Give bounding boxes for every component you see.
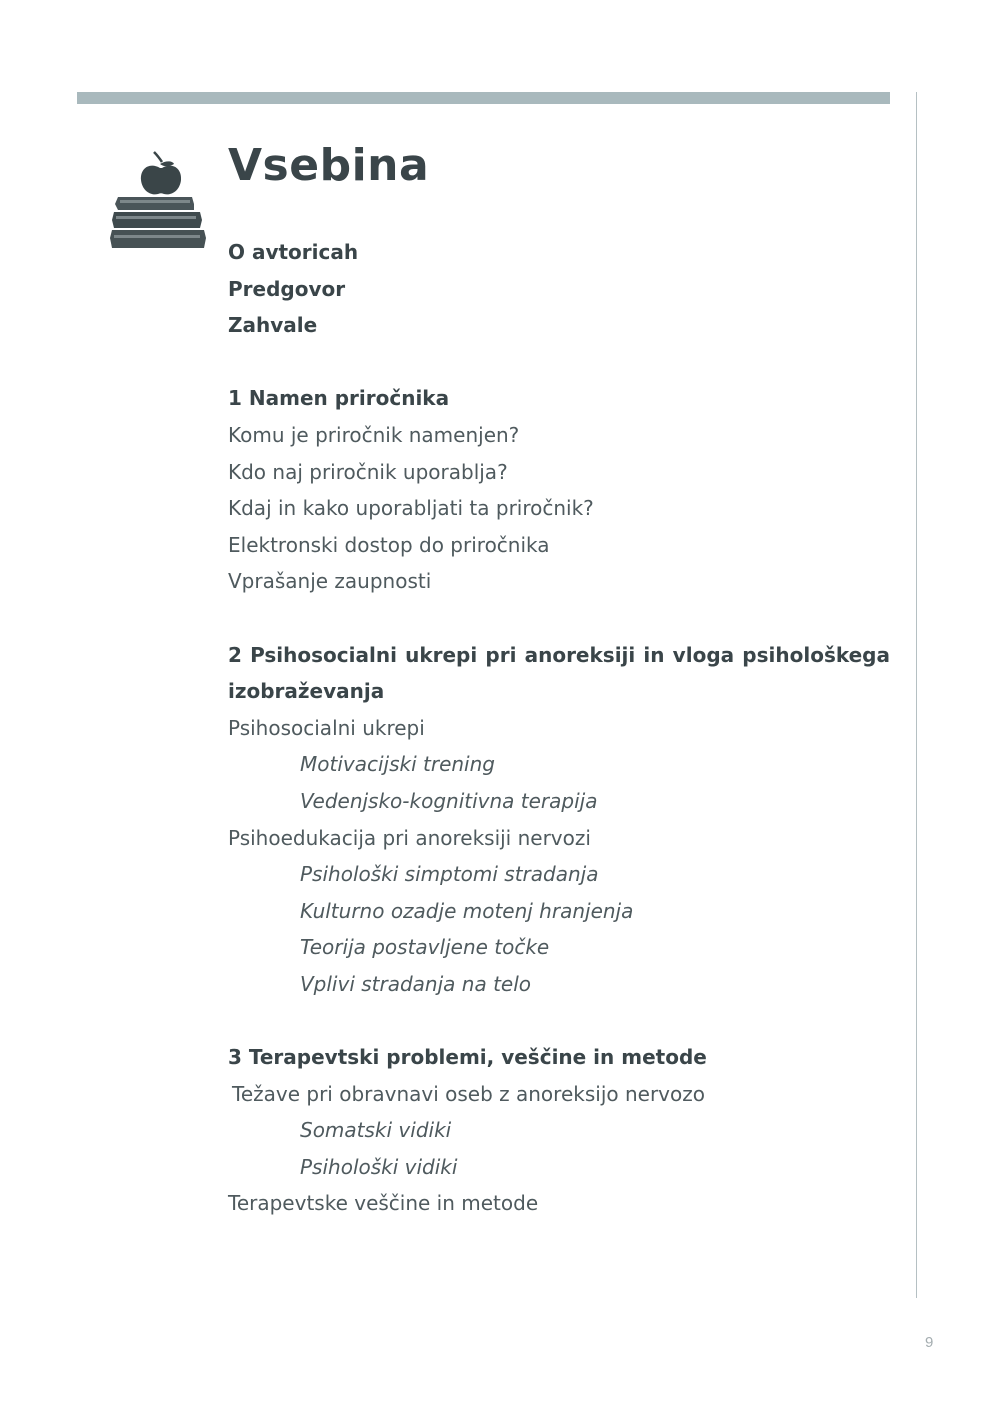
margin-rule [916,92,917,1298]
toc-section[interactable]: Psihoedukacija pri anoreksiji nervozi [228,825,591,850]
toc-subsection[interactable]: Somatski vidiki [300,1118,452,1143]
header-rule [77,92,890,104]
chapter-2-heading-line1[interactable]: 2 Psihosocialni ukrepi pri anoreksiji in vloga psihološkega [228,642,890,667]
chapter-2-heading-line2[interactable]: izobraževanja [228,679,385,704]
toc-section[interactable]: Težave pri obravnavi oseb z anoreksijo nervozo [232,1081,705,1106]
page-title: Vsebina [228,140,430,191]
page-number: 9 [925,1334,934,1351]
toc-entry[interactable]: Kdo naj priročnik uporablja? [228,459,508,484]
toc-subsection[interactable]: Psihološki vidiki [300,1154,458,1179]
toc-entry[interactable]: Elektronski dostop do priročnika [228,532,550,557]
toc-entry[interactable]: Vprašanje zaupnosti [228,569,432,594]
toc-subsection[interactable]: Psihološki simptomi stradanja [300,862,599,887]
toc-subsection[interactable]: Vplivi stradanja na telo [300,971,532,996]
toc-subsection[interactable]: Vedenjsko-kognitivna terapija [300,788,598,813]
table-of-contents [228,234,890,1222]
toc-entry-zahvale[interactable]: Zahvale [228,313,318,338]
toc-subsection[interactable]: Teorija postavljene točke [300,935,550,960]
chapter-1-heading[interactable]: 1 Namen priročnika [228,386,450,411]
chapter-3-heading[interactable]: 3 Terapevtski problemi, veščine in metode [228,1045,707,1070]
toc-entry[interactable]: Kdaj in kako uporabljati ta priročnik? [228,496,594,521]
toc-entry-o-avtoricah[interactable]: O avtoricah [228,240,359,264]
toc-section[interactable]: Psihosocialni ukrepi [228,715,425,740]
toc-section[interactable]: Terapevtske veščine in metode [228,1191,539,1216]
toc-entry[interactable]: Komu je priročnik namenjen? [228,422,520,447]
books-apple-icon [110,150,210,255]
toc-subsection[interactable]: Kulturno ozadje motenj hranjenja [300,898,634,923]
toc-entry-predgovor[interactable]: Predgovor [228,276,346,301]
toc-subsection[interactable]: Motivacijski trening [300,752,495,777]
